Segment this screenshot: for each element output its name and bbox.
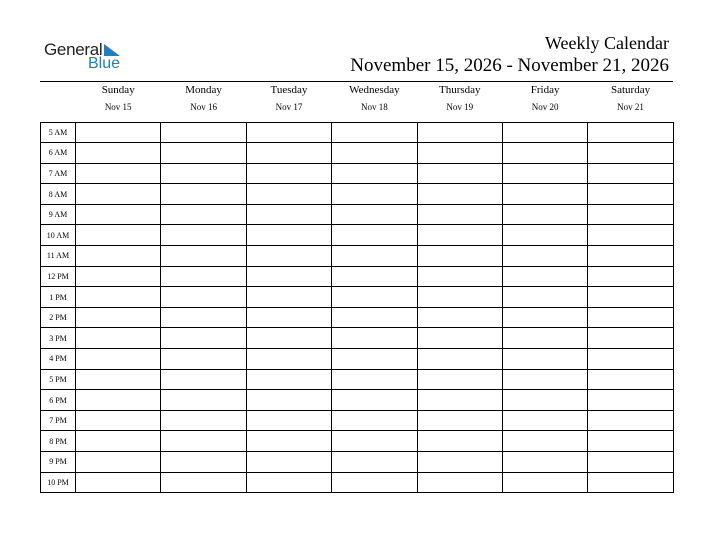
time-row [41, 266, 674, 287]
time-label: 9 PM [41, 452, 76, 473]
time-slot-cell[interactable] [76, 266, 161, 287]
time-slot-cell[interactable] [417, 287, 502, 308]
time-slot-cell[interactable] [332, 472, 417, 493]
time-label: 10 AM [41, 225, 76, 246]
day-date: Nov 19 [446, 102, 474, 112]
time-slot-cell[interactable] [417, 184, 502, 205]
time-row [41, 307, 674, 328]
day-date: Nov 20 [531, 102, 559, 112]
time-label: 3 PM [41, 328, 76, 349]
time-slot-cell[interactable] [246, 307, 331, 328]
day-name: Friday [530, 84, 560, 96]
time-slot-cell[interactable] [588, 143, 673, 164]
time-slot-cell[interactable] [76, 225, 161, 246]
day-header [502, 82, 587, 122]
time-slot-cell[interactable] [246, 410, 331, 431]
time-slot-cell[interactable] [588, 410, 673, 431]
time-slot-cell[interactable] [332, 410, 417, 431]
time-slot-cell[interactable] [76, 369, 161, 390]
time-slot-cell[interactable] [502, 246, 587, 267]
time-label: 8 AM [41, 184, 76, 205]
time-slot-cell[interactable] [246, 287, 331, 308]
time-slot-cell[interactable] [76, 390, 161, 411]
time-slot-cell[interactable] [161, 143, 246, 164]
time-slot-cell[interactable] [246, 163, 331, 184]
time-slot-cell[interactable] [502, 204, 587, 225]
time-slot-cell[interactable] [417, 204, 502, 225]
time-slot-cell[interactable] [502, 143, 587, 164]
time-slot-cell[interactable] [417, 369, 502, 390]
time-slot-cell[interactable] [76, 287, 161, 308]
time-slot-cell[interactable] [76, 163, 161, 184]
time-slot-cell[interactable] [161, 452, 246, 473]
time-label: 4 PM [41, 349, 76, 370]
logo [44, 40, 134, 74]
time-slot-cell[interactable] [588, 204, 673, 225]
time-slot-cell[interactable] [246, 266, 331, 287]
time-label: 10 PM [41, 472, 76, 493]
time-slot-cell[interactable] [417, 266, 502, 287]
time-slot-cell[interactable] [161, 307, 246, 328]
time-label: 8 PM [41, 431, 76, 452]
time-slot-cell[interactable] [332, 163, 417, 184]
time-slot-cell[interactable] [417, 225, 502, 246]
time-slot-cell[interactable] [588, 472, 673, 493]
day-date: Nov 18 [360, 102, 388, 112]
time-slot-cell[interactable] [246, 246, 331, 267]
logo-general: General [44, 40, 103, 59]
time-slot-cell[interactable] [502, 431, 587, 452]
time-label: 7 PM [41, 410, 76, 431]
time-slot-cell[interactable] [246, 349, 331, 370]
calendar-grid [40, 82, 674, 493]
time-slot-cell[interactable] [76, 431, 161, 452]
time-slot-cell[interactable] [246, 143, 331, 164]
time-slot-cell[interactable] [161, 204, 246, 225]
time-slot-cell[interactable] [332, 184, 417, 205]
time-row [41, 472, 674, 493]
time-slot-cell[interactable] [161, 349, 246, 370]
time-slot-cell[interactable] [588, 390, 673, 411]
time-slot-cell[interactable] [417, 307, 502, 328]
time-label: 1 PM [41, 287, 76, 308]
time-slot-cell[interactable] [332, 307, 417, 328]
time-slot-cell[interactable] [502, 287, 587, 308]
time-slot-cell[interactable] [502, 266, 587, 287]
time-label: 11 AM [41, 246, 76, 267]
day-date: Nov 16 [190, 102, 217, 112]
time-slot-cell[interactable] [76, 204, 161, 225]
day-header [417, 82, 502, 122]
time-row [41, 246, 674, 267]
time-slot-cell[interactable] [502, 369, 587, 390]
time-slot-cell[interactable] [246, 204, 331, 225]
time-row [41, 369, 674, 390]
time-slot-cell[interactable] [161, 246, 246, 267]
day-name: Tuesday [270, 84, 308, 96]
time-slot-cell[interactable] [246, 122, 331, 143]
time-slot-cell[interactable] [502, 410, 587, 431]
time-slot-cell[interactable] [246, 452, 331, 473]
day-name: Monday [185, 84, 222, 96]
time-slot-cell[interactable] [332, 266, 417, 287]
time-slot-cell[interactable] [246, 431, 331, 452]
time-row [41, 204, 674, 225]
time-label: 5 PM [41, 369, 76, 390]
time-label: 2 PM [41, 307, 76, 328]
time-slot-cell[interactable] [502, 328, 587, 349]
time-label: 7 AM [41, 163, 76, 184]
day-header-row [41, 82, 674, 122]
time-slot-cell[interactable] [332, 349, 417, 370]
time-slot-cell[interactable] [588, 328, 673, 349]
time-slot-cell[interactable] [588, 349, 673, 370]
day-name: Saturday [610, 84, 651, 96]
time-slot-cell[interactable] [417, 390, 502, 411]
time-slot-cell[interactable] [76, 410, 161, 431]
time-slot-cell[interactable] [417, 143, 502, 164]
day-date: Nov 17 [275, 102, 303, 112]
time-slot-cell[interactable] [502, 163, 587, 184]
time-slot-cell[interactable] [588, 163, 673, 184]
time-slot-cell[interactable] [588, 307, 673, 328]
day-date: Nov 15 [104, 102, 132, 112]
time-slot-cell[interactable] [332, 246, 417, 267]
time-slot-cell[interactable] [417, 472, 502, 493]
time-label: 9 AM [41, 204, 76, 225]
time-slot-cell[interactable] [588, 287, 673, 308]
time-grid [41, 122, 674, 493]
time-row [41, 184, 674, 205]
day-header [161, 82, 246, 122]
corner-cell [41, 82, 76, 122]
time-slot-cell[interactable] [417, 410, 502, 431]
time-slot-cell[interactable] [332, 328, 417, 349]
time-label: 5 AM [41, 122, 76, 143]
time-slot-cell[interactable] [332, 225, 417, 246]
time-slot-cell[interactable] [161, 369, 246, 390]
time-slot-cell[interactable] [332, 287, 417, 308]
day-name: Wednesday [349, 84, 400, 96]
time-slot-cell[interactable] [161, 122, 246, 143]
time-slot-cell[interactable] [332, 122, 417, 143]
time-slot-cell[interactable] [588, 266, 673, 287]
time-slot-cell[interactable] [246, 369, 331, 390]
day-header [332, 82, 417, 122]
time-slot-cell[interactable] [417, 328, 502, 349]
time-slot-cell[interactable] [502, 452, 587, 473]
time-slot-cell[interactable] [588, 122, 673, 143]
time-label: 12 PM [41, 266, 76, 287]
time-row [41, 225, 674, 246]
time-slot-cell[interactable] [161, 390, 246, 411]
time-slot-cell[interactable] [332, 143, 417, 164]
time-slot-cell[interactable] [76, 328, 161, 349]
time-row [41, 287, 674, 308]
day-header [588, 82, 673, 122]
time-slot-cell[interactable] [161, 431, 246, 452]
time-slot-cell[interactable] [246, 225, 331, 246]
time-slot-cell[interactable] [161, 184, 246, 205]
time-slot-cell[interactable] [161, 472, 246, 493]
time-slot-cell[interactable] [588, 246, 673, 267]
day-name: Thursday [438, 84, 481, 96]
time-row [41, 390, 674, 411]
time-slot-cell[interactable] [161, 225, 246, 246]
time-slot-cell[interactable] [161, 287, 246, 308]
time-slot-cell[interactable] [417, 163, 502, 184]
time-slot-cell[interactable] [76, 472, 161, 493]
time-label: 6 AM [41, 143, 76, 164]
time-slot-cell[interactable] [502, 307, 587, 328]
day-date: Nov 21 [617, 102, 644, 112]
time-slot-cell[interactable] [161, 410, 246, 431]
time-slot-cell[interactable] [502, 390, 587, 411]
time-slot-cell[interactable] [588, 184, 673, 205]
time-row [41, 328, 674, 349]
time-slot-cell[interactable] [417, 122, 502, 143]
time-slot-cell[interactable] [246, 328, 331, 349]
time-slot-cell[interactable] [417, 431, 502, 452]
time-slot-cell[interactable] [332, 369, 417, 390]
time-slot-cell[interactable] [502, 122, 587, 143]
time-slot-cell[interactable] [332, 452, 417, 473]
day-header [76, 82, 161, 122]
time-slot-cell[interactable] [76, 307, 161, 328]
time-slot-cell[interactable] [76, 184, 161, 205]
date-range: November 15, 2026 - November 21, 2026 [350, 55, 669, 76]
time-slot-cell[interactable] [76, 349, 161, 370]
time-slot-cell[interactable] [417, 452, 502, 473]
logo-blue: Blue [88, 55, 121, 72]
time-slot-cell[interactable] [588, 369, 673, 390]
page-title: Weekly Calendar [545, 33, 669, 53]
time-row [41, 143, 674, 164]
time-slot-cell[interactable] [161, 163, 246, 184]
time-slot-cell[interactable] [588, 452, 673, 473]
time-slot-cell[interactable] [502, 349, 587, 370]
time-row [41, 163, 674, 184]
time-slot-cell[interactable] [417, 349, 502, 370]
time-label: 6 PM [41, 390, 76, 411]
time-row [41, 122, 674, 143]
time-slot-cell[interactable] [332, 431, 417, 452]
time-slot-cell[interactable] [246, 390, 331, 411]
day-header [246, 82, 331, 122]
time-slot-cell[interactable] [161, 328, 246, 349]
time-slot-cell[interactable] [246, 472, 331, 493]
time-row [41, 410, 674, 431]
time-slot-cell[interactable] [417, 246, 502, 267]
time-slot-cell[interactable] [502, 184, 587, 205]
time-slot-cell[interactable] [588, 225, 673, 246]
header [350, 33, 669, 78]
time-row [41, 452, 674, 473]
time-slot-cell[interactable] [246, 184, 331, 205]
time-slot-cell[interactable] [76, 122, 161, 143]
day-name: Sunday [101, 84, 135, 96]
time-slot-cell[interactable] [588, 431, 673, 452]
time-slot-cell[interactable] [76, 143, 161, 164]
time-row [41, 349, 674, 370]
time-slot-cell[interactable] [332, 204, 417, 225]
time-slot-cell[interactable] [332, 390, 417, 411]
time-slot-cell[interactable] [502, 472, 587, 493]
time-slot-cell[interactable] [76, 452, 161, 473]
time-slot-cell[interactable] [502, 225, 587, 246]
time-slot-cell[interactable] [161, 266, 246, 287]
time-slot-cell[interactable] [76, 246, 161, 267]
time-row [41, 431, 674, 452]
